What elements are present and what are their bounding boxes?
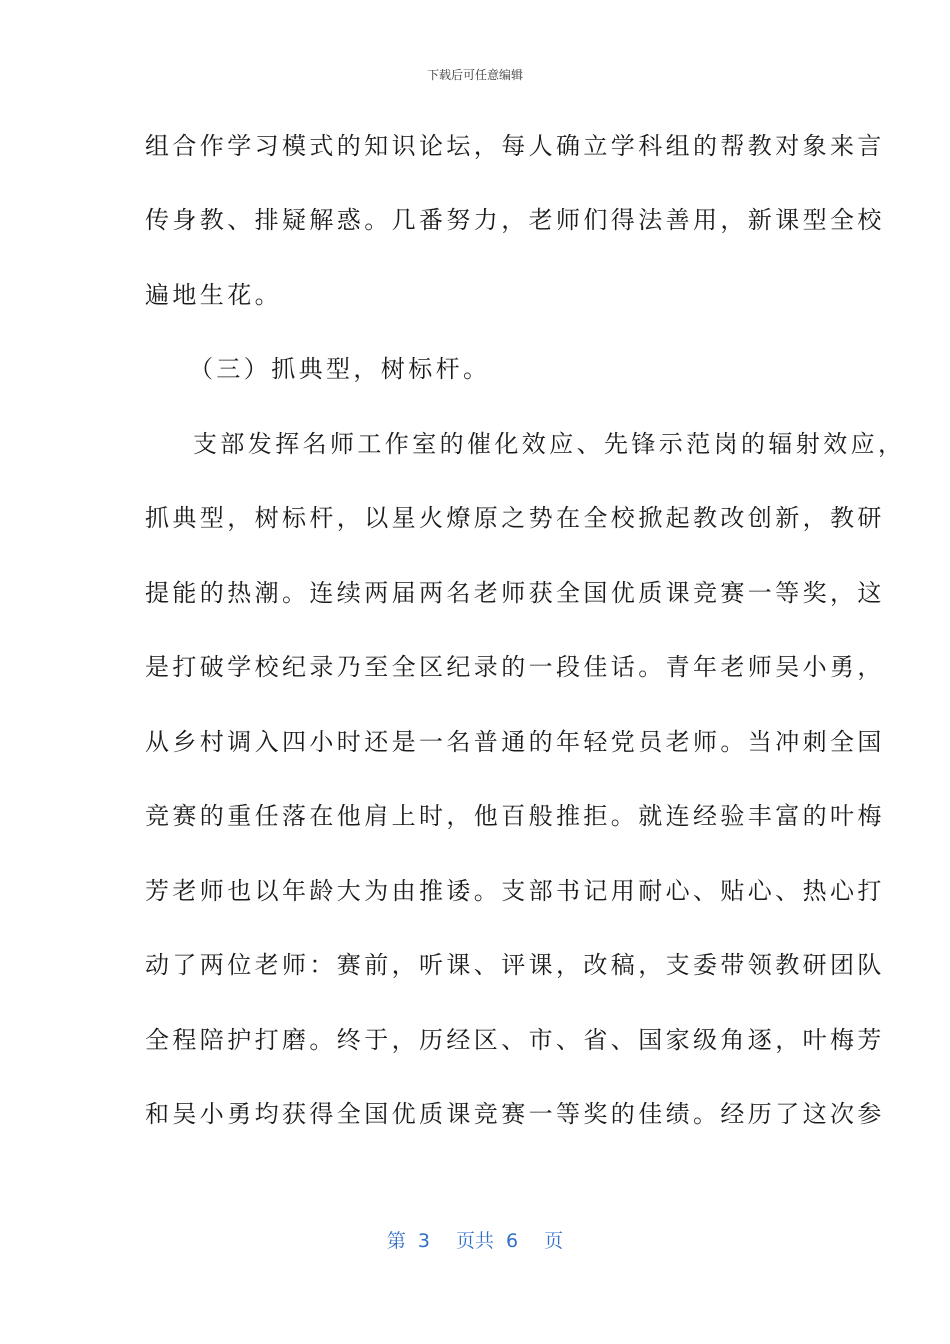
section-heading: （三）抓典型，树标杆。 — [189, 355, 491, 383]
footer-prefix: 第 — [386, 1230, 406, 1252]
text-line: 抓典型，树标杆，以星火燎原之势在全校掀起教改创新，教研 — [145, 504, 885, 532]
text-line: 组合作学习模式的知识论坛，每人确立学科组的帮教对象来言 — [145, 132, 885, 160]
text-line: 从乡村调入四小时还是一名普通的年轻党员老师。当冲刺全国 — [145, 728, 885, 756]
total-pages-number: 6 — [506, 1230, 519, 1252]
text-line: 竞赛的重任落在他肩上时，他百般推拒。就连经验丰富的叶梅 — [145, 802, 885, 830]
text-line: 支部发挥名师工作室的催化效应、先锋示范岗的辐射效应， — [193, 430, 906, 458]
page-header: 下载后可任意编辑 — [426, 68, 523, 82]
footer-middle: 页共 — [455, 1230, 494, 1252]
current-page-number: 3 — [417, 1230, 430, 1252]
text-line: 传身教、排疑解惑。几番努力，老师们得法善用，新课型全校 — [145, 206, 885, 234]
text-line: 和吴小勇均获得全国优质课竞赛一等奖的佳绩。经历了这次参 — [145, 1100, 885, 1128]
text-line: 芳老师也以年龄大为由推诿。支部书记用耐心、贴心、热心打 — [145, 877, 885, 905]
footer-suffix: 页 — [544, 1230, 564, 1252]
text-line: 遍地生花。 — [145, 281, 282, 309]
text-line: 全程陪护打磨。终于，历经区、市、省、国家级角逐，叶梅芳 — [145, 1026, 885, 1054]
text-line: 动了两位老师：赛前，听课、评课，改稿，支委带领教研团队 — [145, 951, 885, 979]
text-line: 提能的热潮。连续两届两名老师获全国优质课竞赛一等奖，这 — [145, 579, 885, 607]
text-line: 是打破学校纪录乃至全区纪录的一段佳话。青年老师吴小勇， — [145, 653, 885, 681]
page-footer — [0, 1226, 950, 1253]
